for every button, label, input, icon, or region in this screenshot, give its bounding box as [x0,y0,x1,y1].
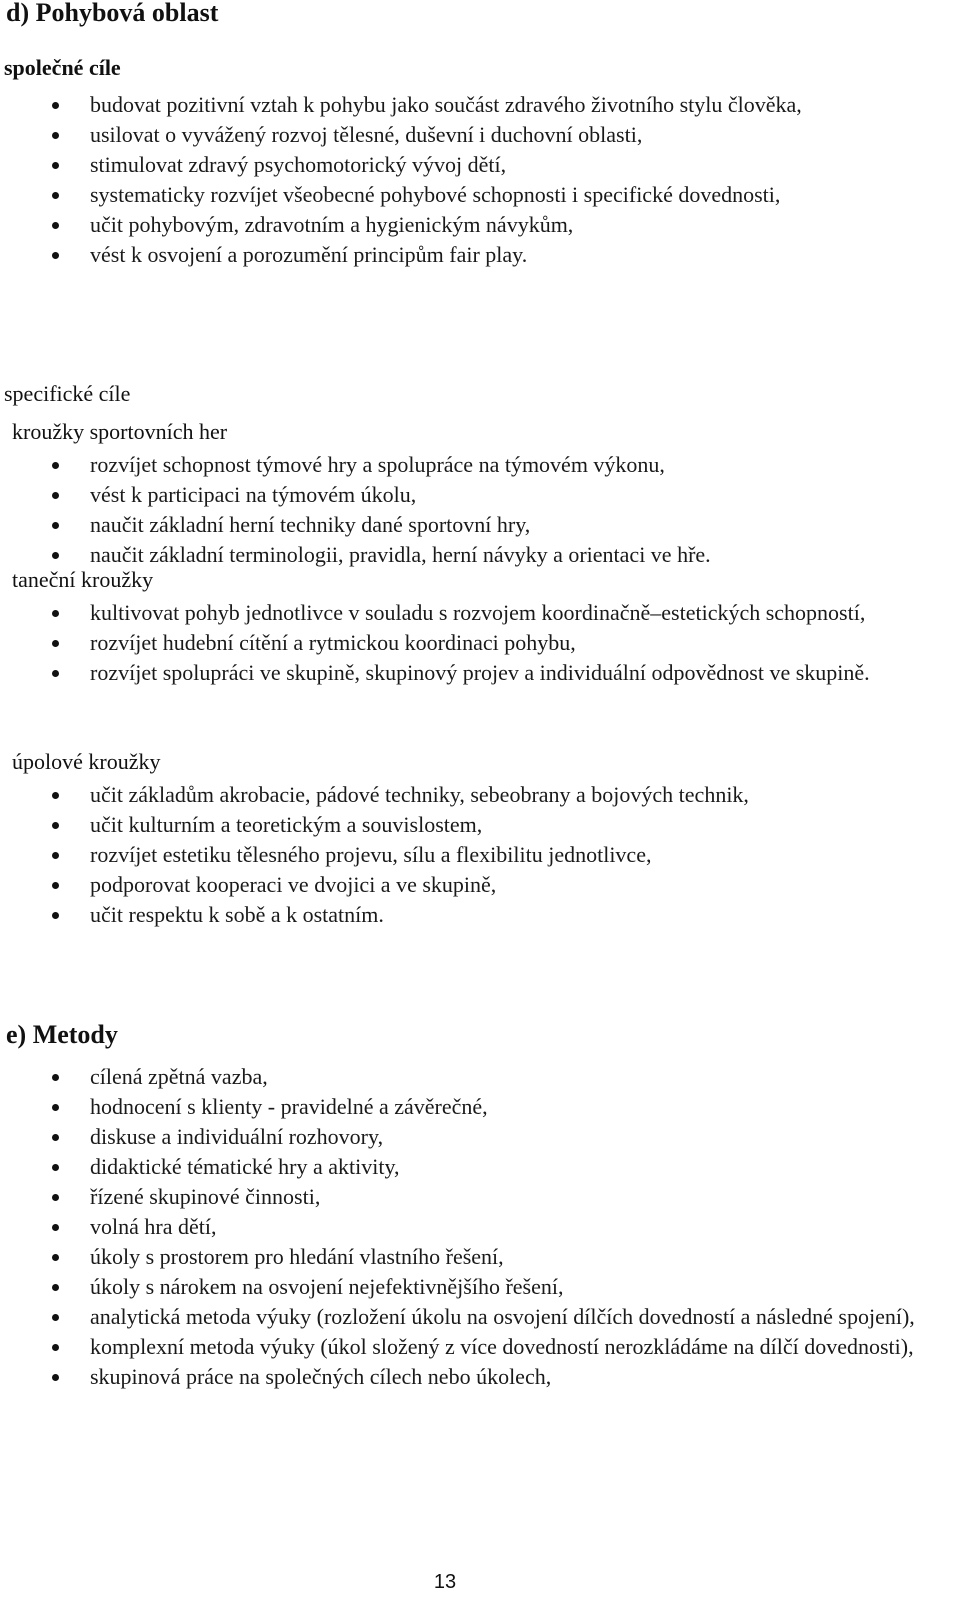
list-item: budovat pozitivní vztah k pohybu jako součást zdravého životního stylu člověka, [0,90,960,120]
list-item: didaktické tématické hry a aktivity, [0,1152,960,1182]
list-item: řízené skupinové činnosti, [0,1182,960,1212]
bullet-icon [52,1074,59,1081]
bullet-icon [52,252,59,259]
section-d-title: d) Pohybová oblast [6,0,219,27]
common-goals-list [0,90,960,270]
list-item: učit pohybovým, zdravotním a hygienickým návykům, [0,210,960,240]
list-item: diskuse a individuální rozhovory, [0,1122,960,1152]
bullet-icon [52,192,59,199]
list-item: rozvíjet spolupráci ve skupině, skupinový projev a individuální odpovědnost ve skupině. [0,658,960,688]
list-item: vést k osvojení a porozumění principům fair play. [0,240,960,270]
list-item: stimulovat zdravý psychomotorický vývoj dětí, [0,150,960,180]
list-item: volná hra dětí, [0,1212,960,1242]
bullet-icon [52,1374,59,1381]
bullet-icon [52,1224,59,1231]
list-item: analytická metoda výuky (rozložení úkolu na osvojení dílčích dovedností a následné spojení), [0,1302,960,1332]
list-item: kultivovat pohyb jednotlivce v souladu s rozvojem koordinačně–estetických schopností, [0,598,960,628]
bullet-icon [52,1104,59,1111]
list-item: vést k participaci na týmovém úkolu, [0,480,960,510]
bullet-icon [52,132,59,139]
bullet-icon [52,1314,59,1321]
list-item: komplexní metoda výuky (úkol složený z více dovedností nerozkládáme na dílčí dovednosti), [0,1332,960,1362]
bullet-icon [52,492,59,499]
bullet-icon [52,852,59,859]
bullet-icon [52,610,59,617]
bullet-icon [52,552,59,559]
common-goals-heading: společné cíle [4,55,121,80]
list-item: cílená zpětná vazba, [0,1062,960,1092]
bullet-icon [52,522,59,529]
bullet-icon [52,1284,59,1291]
list-item: úkoly s prostorem pro hledání vlastního řešení, [0,1242,960,1272]
list-item: učit respektu k sobě a k ostatním. [0,900,960,930]
list-item: skupinová práce na společných cílech nebo úkolech, [0,1362,960,1392]
bullet-icon [52,1134,59,1141]
page-number: 13 [433,1571,457,1593]
group-label-sport-games: kroužky sportovních her [12,419,228,444]
bullet-icon [52,1164,59,1171]
list-item: usilovat o vyvážený rozvoj tělesné, duševní i duchovní oblasti, [0,120,960,150]
list-item: úkoly s nárokem na osvojení nejefektivnějšího řešení, [0,1272,960,1302]
sport-games-list [0,450,960,570]
list-item: učit základům akrobacie, pádové techniky, sebeobrany a bojových technik, [0,780,960,810]
bullet-icon [52,462,59,469]
list-item: naučit základní terminologii, pravidla, herní návyky a orientaci ve hře. [0,540,960,570]
list-item: hodnocení s klienty - pravidelné a závěrečné, [0,1092,960,1122]
bullet-icon [52,1344,59,1351]
bullet-icon [52,162,59,169]
bullet-icon [52,222,59,229]
bullet-icon [52,882,59,889]
bullet-icon [52,670,59,677]
methods-list [0,1062,960,1392]
list-item: rozvíjet estetiku tělesného projevu, sílu a flexibilitu jednotlivce, [0,840,960,870]
list-item: rozvíjet hudební cítění a rytmickou koordinaci pohybu, [0,628,960,658]
martial-arts-list [0,780,960,930]
bullet-icon [52,102,59,109]
bullet-icon [52,640,59,647]
bullet-icon [52,822,59,829]
bullet-icon [52,792,59,799]
bullet-icon [52,1194,59,1201]
list-item: učit kulturním a teoretickým a souvislostem, [0,810,960,840]
list-item: systematicky rozvíjet všeobecné pohybové schopnosti i specifické dovednosti, [0,180,960,210]
group-label-dance: taneční kroužky [12,567,154,592]
list-item: podporovat kooperaci ve dvojici a ve skupině, [0,870,960,900]
section-e-title: e) Metody [6,1020,118,1049]
bullet-icon [52,1254,59,1261]
group-label-martial-arts: úpolové kroužky [12,749,161,774]
dance-list [0,598,960,688]
list-item: rozvíjet schopnost týmové hry a spolupráce na týmovém výkonu, [0,450,960,480]
specific-goals-heading: specifické cíle [4,381,131,406]
bullet-icon [52,912,59,919]
list-item: naučit základní herní techniky dané sportovní hry, [0,510,960,540]
